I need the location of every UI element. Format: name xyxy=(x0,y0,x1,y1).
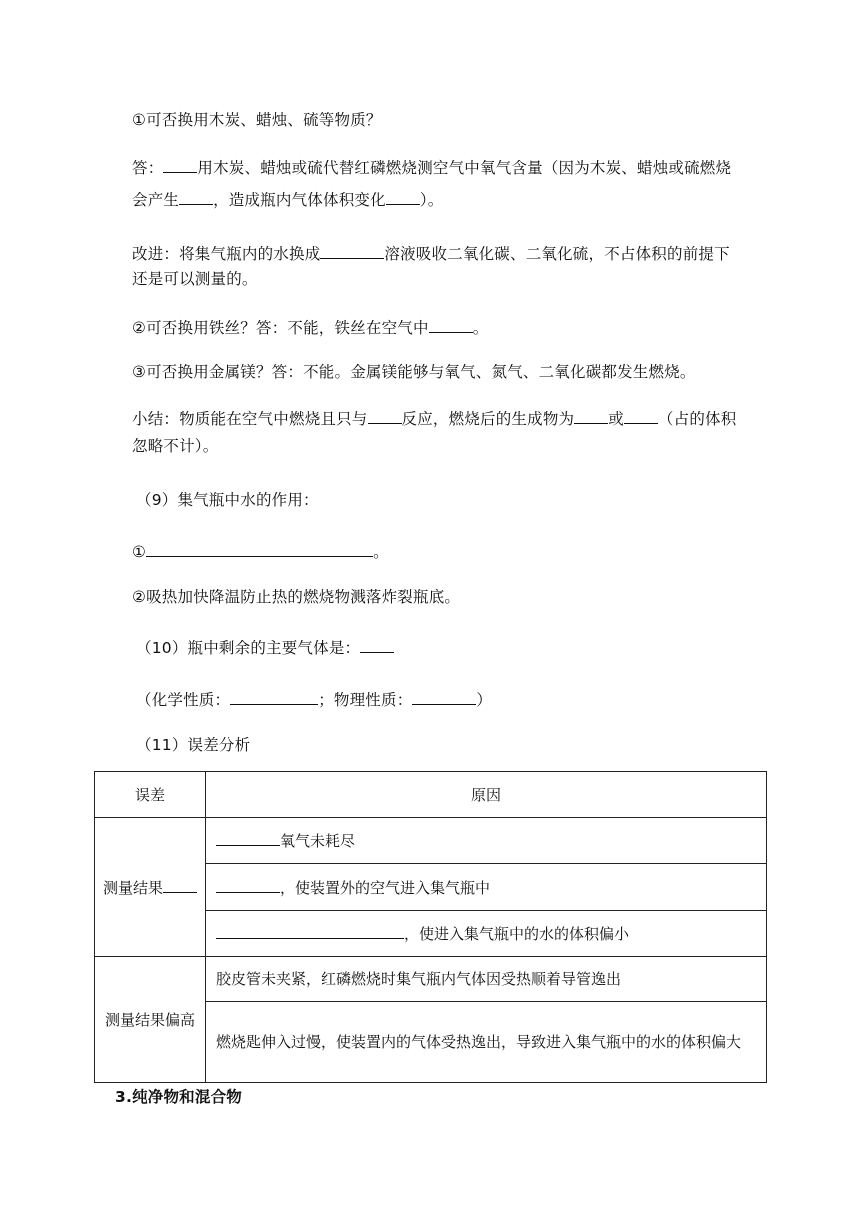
item1-marker: ① xyxy=(132,543,147,561)
fill-blank[interactable] xyxy=(230,689,318,705)
group-low-label: 测量结果 xyxy=(102,878,163,897)
answer-1-end: ）。 xyxy=(419,191,444,209)
improvement-text: 溶液吸收二氧化碳、二氧化硫，不占体积的前提下 xyxy=(384,245,730,263)
section-3-title: 3.纯净物和混合物 xyxy=(115,1088,242,1106)
summary-mid: 反应，燃烧后的生成物为 xyxy=(401,410,575,428)
table-row xyxy=(95,957,767,1002)
fill-blank[interactable] xyxy=(412,689,476,705)
answer-1-produce: 会产生 xyxy=(132,191,180,209)
summary-line2: 忽略不计）。 xyxy=(132,437,219,455)
question-2 xyxy=(132,317,488,338)
improvement-prefix: 改进：将集气瓶内的水换成 xyxy=(132,245,321,263)
fill-blank[interactable] xyxy=(179,189,213,205)
low-reason-2-cell xyxy=(206,864,767,911)
fill-blank[interactable] xyxy=(216,830,280,846)
section-10-props xyxy=(136,689,492,710)
low-reason-3: ，使进入集气瓶中的水的体积偏小 xyxy=(404,925,630,943)
group-low-cell xyxy=(95,818,206,957)
fill-blank[interactable] xyxy=(163,877,197,893)
answer-1-line2 xyxy=(132,189,443,210)
low-reason-1: 氧气未耗尽 xyxy=(280,832,356,850)
section-10-title xyxy=(136,637,394,658)
answer-1-prefix: 答： xyxy=(132,159,164,177)
question-2-text: ②可否换用铁丝？答：不能，铁丝在空气中 xyxy=(132,319,429,337)
props-chem: （化学性质： xyxy=(136,691,231,709)
answer-1-change: ，造成瓶内气体体积变化 xyxy=(213,191,386,209)
improvement-line2: 还是可以测量的。 xyxy=(132,270,258,288)
section-9-title: （9）集气瓶中水的作用： xyxy=(136,491,319,509)
fill-blank[interactable] xyxy=(574,408,608,424)
props-end: ） xyxy=(476,691,493,709)
item1-end: 。 xyxy=(373,543,389,561)
fill-blank[interactable] xyxy=(429,317,473,333)
fill-blank[interactable] xyxy=(320,243,384,259)
fill-blank[interactable] xyxy=(360,637,394,653)
section-11-title: （11）误差分析 xyxy=(136,736,251,754)
question-3: ③可否换用金属镁？答：不能。金属镁能够与氧气、氮气、二氧化碳都发生燃烧。 xyxy=(132,363,696,381)
fill-blank[interactable] xyxy=(368,408,402,424)
fill-blank[interactable] xyxy=(386,189,420,205)
answer-1-text: 用木炭、蜡烛或硫代替红磷燃烧测空气中氧气含量（因为木炭、蜡烛或硫燃烧 xyxy=(197,159,732,177)
high-reason-1: 胶皮管未夹紧，红磷燃烧时集气瓶内气体因受热顺着导管逸出 xyxy=(206,957,767,1002)
fill-blank[interactable] xyxy=(146,541,373,557)
low-reason-1-cell xyxy=(206,818,767,864)
answer-1-line1 xyxy=(132,157,731,178)
question-2-end: 。 xyxy=(472,319,489,337)
table-header-row xyxy=(95,772,767,818)
fill-blank[interactable] xyxy=(624,408,658,424)
header-reason: 原因 xyxy=(206,772,767,818)
section-9-item1 xyxy=(132,541,389,562)
summary-note: （占的体积 xyxy=(657,410,737,428)
header-error: 误差 xyxy=(95,772,206,818)
fill-blank[interactable] xyxy=(163,157,197,173)
low-reason-2: ，使装置外的空气进入集气瓶中 xyxy=(280,878,491,897)
summary-prefix: 小结：物质能在空气中燃烧且只与 xyxy=(132,410,368,428)
fill-blank[interactable] xyxy=(216,923,404,939)
group-high-label: 测量结果偏高 xyxy=(95,957,206,1083)
fill-blank[interactable] xyxy=(216,877,280,893)
summary-line1 xyxy=(132,408,736,429)
section-10-text: （10）瓶中剩余的主要气体是： xyxy=(136,639,361,657)
high-reason-2: 燃烧匙伸入过慢，使装置内的气体受热逸出，导致进入集气瓶中的水的体积偏大 xyxy=(206,1002,767,1083)
question-1: ①可否换用木炭、蜡烛、硫等物质？ xyxy=(132,111,382,129)
section-9-item2: ②吸热加快降温防止热的燃烧物溅落炸裂瓶底。 xyxy=(132,588,461,606)
error-analysis-table xyxy=(94,771,767,1083)
improvement-line1 xyxy=(132,243,730,264)
summary-or: 或 xyxy=(608,410,624,428)
table-row xyxy=(95,818,767,864)
low-reason-3-cell xyxy=(206,911,767,957)
props-phys: ；物理性质： xyxy=(318,691,413,709)
